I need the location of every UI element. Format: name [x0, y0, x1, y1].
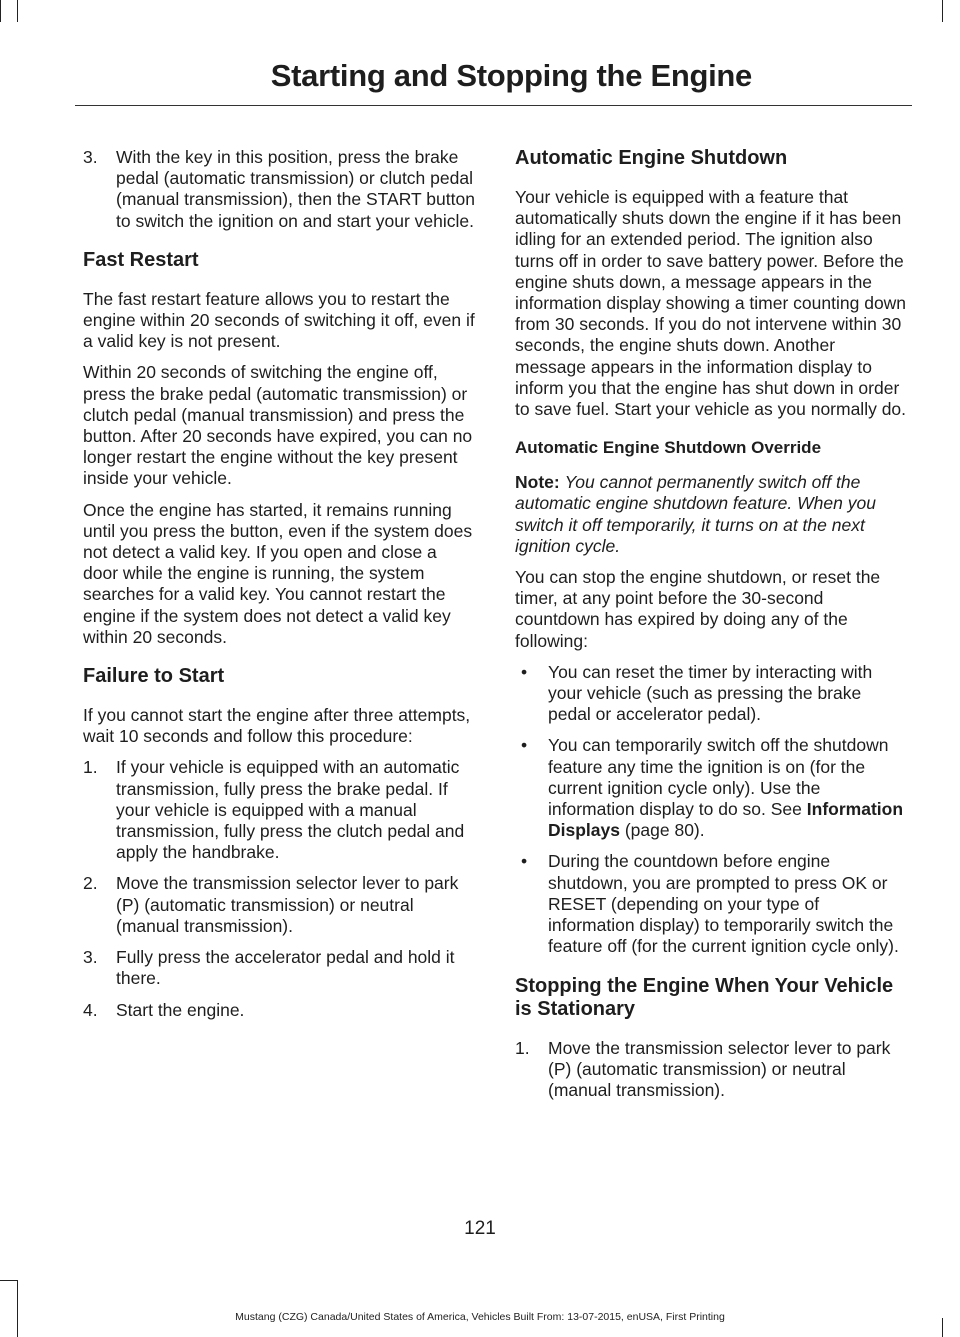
left-column: [83, 147, 475, 1031]
cross-reference-link[interactable]: Information Displays: [548, 799, 904, 841]
header-rule: [75, 105, 912, 106]
paragraph: Your vehicle is equipped with a feature that automatically shuts down the engine if it has been idling for an extended period. The ignition also turns off in order to save battery power. Before the engine shuts down, a message appears in the information display showing a timer counting down from 30 seconds. If you do not intervene within 30 seconds, the engine shuts down. Another message appears in the information display to inform you that the engine has shut down in order to save fuel. Start your vehicle as you normally do.: [515, 187, 907, 420]
paragraph: Within 20 seconds of switching the engine off, press the brake pedal (automatic transmission) or clutch pedal (manual transmission) and press the button. After 20 seconds have expired, you can no longer restart the engine without the key present inside your vehicle.: [83, 362, 473, 489]
list-number: 1.: [515, 1037, 530, 1058]
bullet-glyph: •: [521, 851, 528, 872]
note-label: Note:: [515, 472, 560, 493]
list-text: If your vehicle is equipped with an automatic transmission, fully press the brake pedal. If your vehicle is equipped with a manual transmission, fully press the clutch pedal and apply the handbrake.: [116, 757, 465, 863]
page-number: 121: [464, 1218, 496, 1239]
list-item: [83, 873, 475, 937]
paragraph: If you cannot start the engine after three attempts, wait 10 seconds and follow this procedure:: [83, 705, 471, 747]
list-item: [83, 757, 475, 863]
paragraph: The fast restart feature allows you to restart the engine within 20 seconds of switching it off, even if a valid key is not present.: [83, 288, 475, 352]
list-number: 1.: [83, 757, 98, 778]
note: [515, 472, 907, 557]
crop-mark: [942, 0, 943, 22]
list-text: Move the transmission selector lever to park (P) (automatic transmission) or neutral (manual transmission).: [116, 873, 459, 936]
list-text: Move the transmission selector lever to park (P) (automatic transmission) or neutral (manual transmission).: [548, 1037, 891, 1100]
crop-mark: [17, 1280, 18, 1337]
section-heading-fast-restart: Fast Restart: [83, 248, 199, 271]
section-heading-stopping-engine: Stopping the Engine When Your Vehicle is Stationary: [515, 974, 894, 1020]
list-text: (page 80).: [619, 820, 705, 841]
list-item: [83, 1000, 475, 1021]
subsection-heading-override: Automatic Engine Shutdown Override: [515, 438, 822, 458]
section-heading-failure-to-start: Failure to Start: [83, 665, 225, 688]
list-text: You can temporarily switch off the shutdown feature any time the ignition is on (for the current ignition cycle only). Use the information display to do so. See: [548, 735, 889, 820]
list-text: Start the engine.: [116, 999, 245, 1020]
bullet-glyph: •: [521, 735, 528, 756]
bullet-glyph: •: [521, 661, 528, 682]
list-text: Fully press the accelerator pedal and hold it there.: [116, 947, 455, 989]
list-item: [515, 735, 907, 841]
crop-mark: [0, 1280, 18, 1281]
list-item: [515, 662, 907, 726]
list-item: [83, 147, 475, 232]
note-text: You cannot permanently switch off the automatic engine shutdown feature. When you switch it off temporarily, it turns on at the next ignition cycle.: [515, 472, 876, 556]
list-item: [83, 947, 475, 989]
footer-text: Mustang (CZG) Canada/United States of America, Vehicles Built From: 13-07-2015, enUSA, First Printing: [235, 1311, 725, 1323]
list-item: [515, 1038, 907, 1102]
crop-mark: [0, 0, 1, 22]
list-number: 2.: [83, 873, 98, 894]
list-number: 4.: [83, 999, 98, 1020]
crop-mark: [17, 0, 18, 22]
list-number: 3.: [83, 947, 98, 968]
right-column: [515, 147, 907, 1111]
list-text: With the key in this position, press the brake pedal (automatic transmission) or clutch pedal (manual transmission), then the START button to switch the ignition on and start your vehicle.: [116, 147, 475, 231]
paragraph: You can stop the engine shutdown, or reset the timer, at any point before the 30-second countdown has expired by doing any of the following:: [515, 567, 881, 651]
list-item: [515, 851, 907, 957]
paragraph: Once the engine has started, it remains running until you press the button, even if the system does not detect a valid key. If you open and close a door while the engine is running, the system searches for a valid key. You cannot restart the engine if the system does not detect a valid key within 20 seconds.: [83, 499, 473, 647]
list-number: 3.: [83, 147, 98, 167]
list-text: During the countdown before engine shutdown, you are prompted to press OK or RESET (depending on your type of information display) to temporarily switch the feature off (for the current ignition cycle only).: [548, 851, 899, 957]
section-heading-automatic-engine-shutdown: Automatic Engine Shutdown: [515, 147, 788, 169]
page-title: Starting and Stopping the Engine: [270, 58, 752, 93]
list-text: You can reset the timer by interacting with your vehicle (such as pressing the brake pedal or accelerator pedal).: [548, 661, 873, 725]
